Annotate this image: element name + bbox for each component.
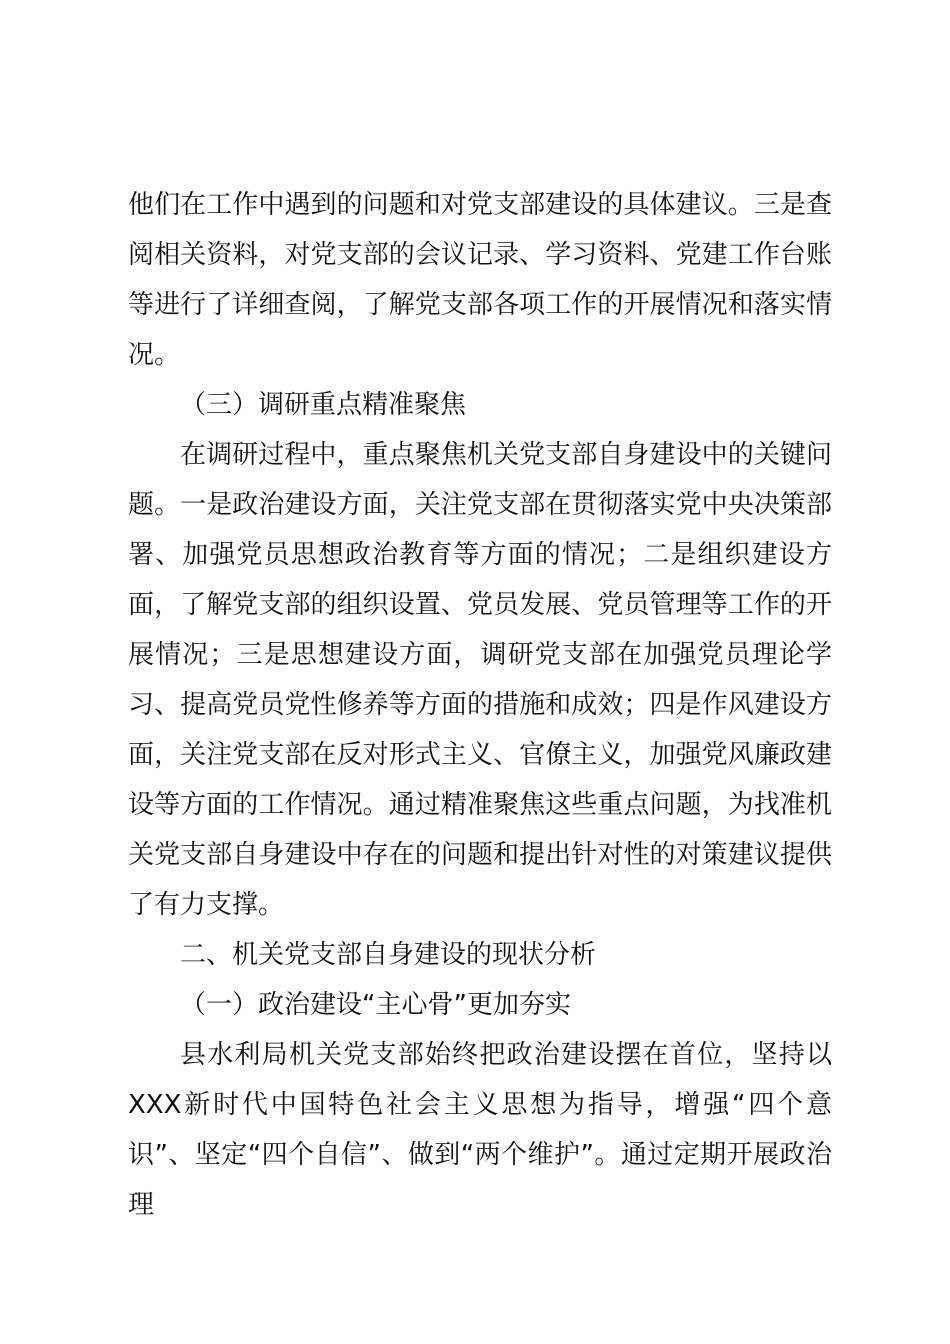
subheading-political-construction: （一）政治建设“主心骨”更加夯实	[180, 990, 571, 1020]
body-paragraph-continued: 他们在工作中遇到的问题和对党支部建设的具体建议。三是查阅相关资料，对党支部的会议记录、学习资料、党建工作台账等进行了详细查阅，了解党支部各项工作的开展情况和落实情况。	[128, 190, 832, 370]
document-body	[128, 180, 832, 1230]
subheading-research-focus: （三）调研重点精准聚焦	[180, 390, 467, 420]
body-paragraph-political-construction: 县水利局机关党支部始终把政治建设摆在首位，坚持以XXX新时代中国特色社会主义思想为指导，增强“四个意识”、坚定“四个自信”、做到“两个维护”。通过定期开展政治理	[128, 1040, 832, 1220]
section-heading-status-analysis: 二、机关党支部自身建设的现状分析	[180, 940, 597, 970]
body-paragraph-focus-areas: 在调研过程中，重点聚焦机关党支部自身建设中的关键问题。一是政治建设方面，关注党支部在贯彻落实党中央决策部署、加强党员思想政治教育等方面的情况；二是组织建设方面，了解党支部的组织设置、党员发展、党员管理等工作的开展情况；三是思想建设方面，调研党支部在加强党员理论学习、提高党员党性修养等方面的措施和成效；四是作风建设方面，关注党支部在反对形式主义、官僚主义，加强党风廉政建设等方面的工作情况。通过精准聚焦这些重点问题，为找准机关党支部自身建设中存在的问题和提出针对性的对策建议提供了有力支撑。	[128, 440, 832, 920]
